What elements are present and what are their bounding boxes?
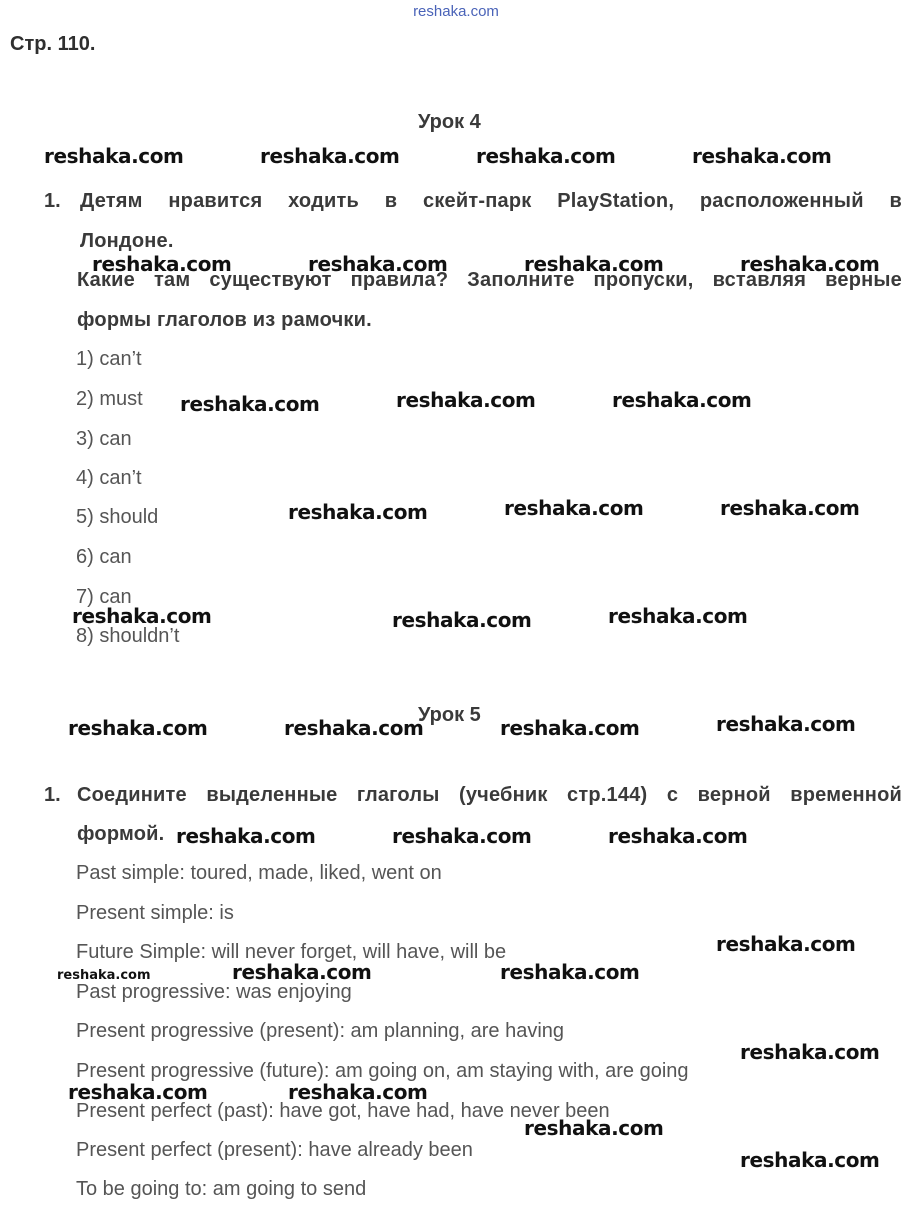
lesson-5-answer-2: Present simple: is [76, 902, 234, 924]
watermark: reshaka.com [57, 968, 151, 983]
lesson-5-answer-5: Present progressive (present): am planning, are having [76, 1020, 565, 1042]
watermark: reshaka.com [524, 252, 664, 276]
watermark: reshaka.com [396, 388, 536, 412]
watermark: reshaka.com [608, 604, 748, 628]
watermark: reshaka.com [232, 960, 372, 984]
watermark: reshaka.com [308, 252, 448, 276]
lesson-5-answer-4: Past progressive: was enjoying [76, 981, 352, 1003]
lesson-5-title: Урок 5 [418, 704, 481, 726]
watermark: reshaka.com [392, 608, 532, 632]
watermark: reshaka.com [524, 1116, 664, 1140]
lesson-4-task-line-2: Лондоне. [80, 230, 174, 252]
watermark: reshaka.com [44, 144, 184, 168]
watermark: reshaka.com [284, 716, 424, 740]
lesson-5-answer-9: To be going to: am going to send [76, 1178, 367, 1200]
lesson-4-task-line-3: Какие там существуют правила? Заполните пропуски, вставляя верные [77, 269, 902, 291]
site-header: reshaka.com [413, 3, 499, 20]
watermark: reshaka.com [504, 496, 644, 520]
page-number: Стр. 110. [10, 33, 96, 55]
watermark: reshaka.com [716, 712, 856, 736]
lesson-5-task-line-2: формой. [77, 823, 165, 845]
watermark: reshaka.com [740, 1148, 880, 1172]
lesson-5-answer-7: Present perfect (past): have got, have had, have never been [76, 1100, 610, 1122]
lesson-4-answer-7: 7) can [76, 586, 132, 608]
watermark: reshaka.com [288, 1080, 428, 1104]
lesson-5-task-number: 1. [44, 784, 61, 806]
watermark: reshaka.com [692, 144, 832, 168]
watermark: reshaka.com [740, 1040, 880, 1064]
watermark: reshaka.com [720, 496, 860, 520]
lesson-4-answer-8: 8) shouldn’t [76, 625, 180, 647]
lesson-4-answer-2: 2) must [76, 388, 143, 410]
watermark: reshaka.com [608, 824, 748, 848]
watermark: reshaka.com [500, 960, 640, 984]
lesson-4-answer-5: 5) should [76, 506, 159, 528]
watermark: reshaka.com [500, 716, 640, 740]
lesson-4-task-line-1: Детям нравится ходить в скейт-парк PlayStation, расположенный в [80, 190, 902, 212]
watermark: reshaka.com [288, 500, 428, 524]
watermark: reshaka.com [260, 144, 400, 168]
lesson-4-task-line-4: формы глаголов из рамочки. [77, 309, 372, 331]
watermark: reshaka.com [612, 388, 752, 412]
watermark: reshaka.com [68, 1080, 208, 1104]
lesson-5-answer-3: Future Simple: will never forget, will have, will be [76, 941, 507, 963]
watermark: reshaka.com [68, 716, 208, 740]
lesson-4-answer-3: 3) can [76, 428, 132, 450]
lesson-4-answer-6: 6) can [76, 546, 132, 568]
lesson-5-answer-8: Present perfect (present): have already been [76, 1139, 473, 1161]
watermark: reshaka.com [92, 252, 232, 276]
watermark: reshaka.com [392, 824, 532, 848]
watermark: reshaka.com [180, 392, 320, 416]
watermark: reshaka.com [740, 252, 880, 276]
lesson-5-answer-1: Past simple: toured, made, liked, went on [76, 862, 442, 884]
lesson-4-title: Урок 4 [418, 111, 481, 133]
lesson-5-task-line-1: Соедините выделенные глаголы (учебник стр.144) с верной временной [77, 784, 902, 806]
lesson-5-answer-6: Present progressive (future): am going on, am staying with, are going [76, 1060, 689, 1082]
watermark: reshaka.com [716, 932, 856, 956]
watermark: reshaka.com [176, 824, 316, 848]
lesson-4-answer-1: 1) can’t [76, 348, 142, 370]
watermark: reshaka.com [72, 604, 212, 628]
lesson-4-answer-4: 4) can’t [76, 467, 142, 489]
watermark: reshaka.com [476, 144, 616, 168]
lesson-4-task-number: 1. [44, 190, 61, 212]
